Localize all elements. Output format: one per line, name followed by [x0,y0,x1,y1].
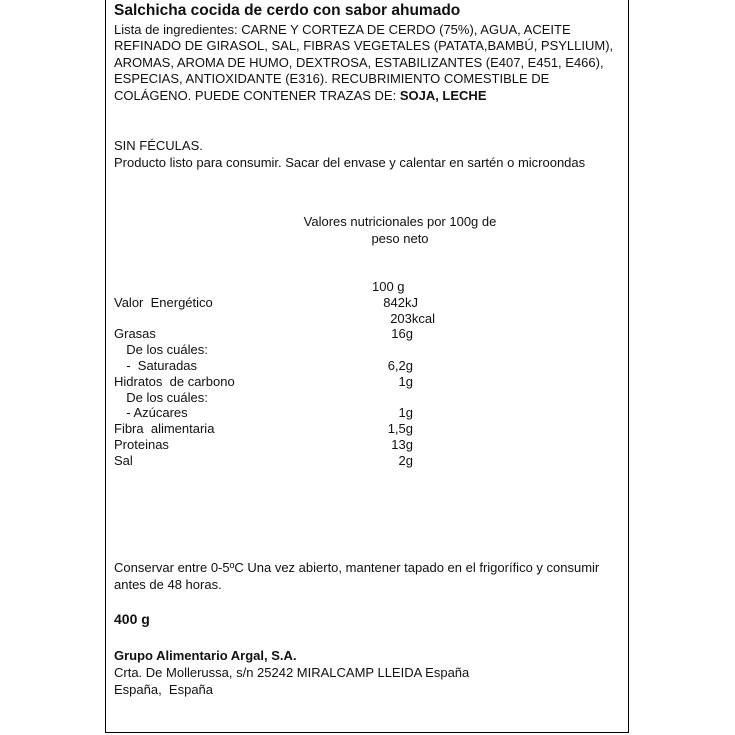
nutrition-row-label: De los cuáles: [119,342,208,357]
company-address: Crta. De Mollerussa, s/n 25242 MIRALCAMP LLEIDA España [114,665,470,680]
nutrition-row-label: Grasas [114,326,156,341]
nutrition-row-value: 2g [398,453,413,468]
nutrition-row-value: 842kJ [383,295,418,310]
company-name: Grupo Alimentario Argal, S.A. [114,648,297,663]
nutrition-row-value: 6,2g [387,358,413,373]
product-title: Salchicha cocida de cerdo con sabor ahumado [114,2,461,19]
nutrition-row-label: - Azúcares [119,405,188,420]
nutrition-row-value: 13g [391,437,413,452]
nutrition-row-value: 1,5g [387,421,413,436]
nutrition-row-value: 16g [391,326,413,341]
nutrition-column-header: 100 g [372,279,405,294]
starch-note: SIN FÉCULAS. [114,138,203,153]
nutrition-row-label: - Saturadas [119,358,198,373]
storage-instructions: Conservar entre 0-5ºC Una vez abierto, mantener tapado en el frigorífico y consumir antes de 48 horas. [114,560,600,592]
nutrition-row-label: Fibra alimentaria [114,421,215,436]
nutrition-row-label: Hidratos de carbono [114,374,235,389]
nutrition-row-value: 1g [398,374,413,389]
nutrition-row-label: Sal [114,453,133,468]
nutrition-row-value: 1g [398,405,413,420]
ingredients-text: Lista de ingredientes: CARNE Y CORTEZA DE CERDO (75%), AGUA, ACEITE REFINADO DE GIRASOL, SAL, FIBRAS VEGETALES (PATATA,BAMBÚ, PSYLLIUM), AROMAS, AROMA DE HUMO, DEXTROSA, ESTABILIZANTES (E407, E451, E466), ESPECIAS, ANTIOXIDANTE (E316). RECUBRIMIENTO COMESTIBLE DE COLÁGENO. PUEDE CONTENER TRAZAS DE: [114,22,614,103]
nutrition-row-value: 203kcal [390,311,435,326]
nutrition-row-label: De los cuáles: [119,390,208,405]
nutrition-header: Valores nutricionales por 100g de peso neto [303,214,497,246]
usage-note: Producto listo para consumir. Sacar del envase y calentar en sartén o microondas [114,155,586,170]
nutrition-row-label: Valor Energético [114,295,213,310]
company-country: España, España [114,682,214,697]
ingredients-list [114,22,619,104]
nutrition-row-label: Proteinas [114,437,169,452]
allergens-text: SOJA, LECHE [399,87,487,103]
net-weight: 400 g [114,611,150,627]
